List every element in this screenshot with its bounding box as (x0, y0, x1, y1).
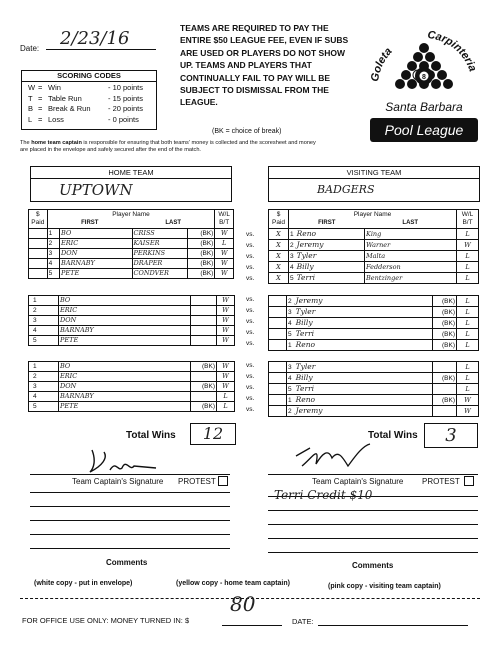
scoring-code: L (28, 114, 33, 124)
table-row (29, 239, 234, 249)
vs-label: vs. (246, 329, 255, 336)
svg-text:Goleta (369, 45, 395, 82)
visit-comment-line (268, 538, 478, 539)
table-row (269, 251, 479, 262)
round2-home-table (28, 295, 235, 346)
visiting-team-box (268, 166, 480, 202)
player-last: King (365, 229, 457, 240)
player-name: BO (59, 362, 191, 372)
wl-header: W/L B/T (457, 210, 479, 229)
player-name-header: Player Name (47, 210, 215, 220)
home-total-wins-value: 12 (190, 423, 236, 445)
scoring-eq: = (38, 93, 43, 103)
table-row (269, 240, 479, 251)
home-team-name: UPTOWN (59, 181, 133, 199)
player-name: Reno (295, 395, 316, 404)
paid-cell (29, 259, 48, 269)
scoring-points: - 20 points (108, 104, 144, 113)
vs-label: vs. (246, 395, 255, 402)
result-cell: W (217, 326, 235, 336)
seat-number: 3 (29, 316, 59, 326)
break-marker: (BK) (433, 296, 457, 307)
paid-cell (269, 373, 287, 384)
visit-protest-label: PROTEST (422, 477, 460, 486)
break-marker: (BK) (433, 373, 457, 384)
result-cell: L (457, 262, 479, 273)
scoring-code: W (28, 83, 36, 92)
result-cell: W (215, 229, 234, 239)
last-header: LAST (365, 219, 457, 229)
date-value: 2/23/16 (46, 28, 156, 50)
player-last: DRAPER (132, 259, 188, 269)
home-signature-label: Team Captain's Signature (72, 477, 164, 486)
result-cell: W (215, 259, 234, 269)
round3-home-table (28, 361, 235, 412)
scoring-code-row (28, 115, 150, 126)
result-cell: L (457, 251, 479, 262)
seat-number: 3 (290, 253, 294, 260)
scoring-code: T (28, 93, 33, 103)
visit-captain-signature (292, 436, 382, 476)
visit-comment-line (268, 552, 478, 553)
paid-cell (269, 329, 287, 340)
break-marker (191, 296, 217, 306)
result-cell: L (457, 329, 479, 340)
break-marker (191, 316, 217, 326)
table-row (269, 406, 479, 417)
paid-cell (269, 296, 287, 307)
seat-number: 5 (290, 275, 294, 282)
table-row (269, 395, 479, 406)
seat-number: 1 (29, 296, 59, 306)
break-marker: (BK) (188, 229, 215, 239)
table-row (269, 329, 479, 340)
seat-number: 1 (288, 342, 292, 349)
white-copy-note: (white copy - put in envelope) (34, 580, 133, 587)
scoring-code-row (28, 104, 150, 115)
vs-label: vs. (246, 242, 255, 249)
vs-label: vs. (246, 231, 255, 238)
player-last: Bentzinger (365, 273, 457, 284)
player-name-cell (287, 296, 433, 307)
scoring-codes-title: SCORING CODES (22, 71, 156, 82)
round2-visit-table (268, 295, 479, 351)
bk-note: (BK = choice of break) (212, 128, 282, 135)
player-name: Reno (295, 340, 316, 349)
visit-comments-label: Comments (352, 561, 394, 570)
result-cell: W (217, 316, 235, 326)
vs-label: vs. (246, 384, 255, 391)
player-name-cell (287, 329, 433, 340)
home-protest-checkbox[interactable] (218, 476, 228, 486)
round1-visit-table (268, 209, 479, 284)
logo-arc-left: Goleta (369, 45, 395, 83)
player-last: Warner (365, 240, 457, 251)
seat-number: 1 (288, 397, 292, 404)
scoring-name: Break & Run (48, 104, 91, 113)
player-last: CONDVER (132, 269, 188, 279)
seat-number: 4 (288, 320, 292, 327)
visit-comment-line (268, 524, 478, 525)
break-marker (433, 384, 457, 395)
seat-number: 2 (288, 408, 292, 415)
player-first: Jeremy (296, 240, 324, 249)
vs-label: vs. (246, 406, 255, 413)
seat-number: 2 (288, 298, 292, 305)
scoring-codes-list (22, 82, 156, 126)
player-name: Billy (295, 373, 313, 382)
home-captain-signature (86, 446, 166, 476)
table-row (269, 296, 479, 307)
break-marker (191, 326, 217, 336)
league-fee-notice: TEAMS ARE REQUIRED TO PAY THE ENTIRE $50 LEAGUE FEE, EVEN IF SUBS ARE USED OR PLAYERS DO NOT SHOW UP. TEAMS AND PLAYERS THAT CONTINUALLY FAIL TO PAY WILL BE SUBJECT TO DISMISSAL FROM THE LEAGUE. (180, 23, 349, 108)
player-first-cell (289, 229, 365, 240)
visiting-team-name: BADGERS (317, 183, 375, 196)
player-first-cell (289, 240, 365, 251)
paid-mark: X (269, 273, 289, 284)
league-logo (364, 18, 484, 148)
result-cell: L (457, 318, 479, 329)
player-name: PETE (59, 402, 191, 412)
break-marker (191, 336, 217, 346)
home-team-box (30, 166, 232, 202)
player-first: PETE (60, 269, 132, 279)
table-row (29, 316, 235, 326)
table-row (29, 249, 234, 259)
scoring-codes-box (21, 70, 157, 130)
player-first: BARNABY (60, 259, 132, 269)
round3-visit-table (268, 361, 479, 417)
paid-cell (269, 395, 287, 406)
home-comment-line (30, 534, 230, 535)
table-row (29, 306, 235, 316)
result-cell: L (457, 384, 479, 395)
player-name: Billy (295, 318, 313, 327)
result-cell: L (217, 392, 235, 402)
player-name-cell (287, 340, 433, 351)
home-comments-label: Comments (106, 558, 148, 567)
player-name: DON (59, 316, 191, 326)
table-row (269, 362, 479, 373)
vs-label: vs. (246, 275, 255, 282)
break-marker (433, 362, 457, 373)
scoring-points: - 15 points (108, 93, 144, 103)
player-name: BARNABY (59, 392, 191, 402)
break-marker: (BK) (433, 307, 457, 318)
visit-comment-line (268, 510, 478, 511)
paid-cell (269, 384, 287, 395)
wl-header: W/L B/T (215, 210, 234, 229)
table-row (29, 269, 234, 279)
seat-number: 3 (288, 309, 292, 316)
seat-number: 3 (29, 382, 59, 392)
table-row (29, 336, 235, 346)
scoring-code: B (28, 104, 34, 113)
player-name: BO (59, 296, 191, 306)
visit-comment-note: Terri Credit $10 (274, 488, 373, 502)
visiting-team-label: VISITING TEAM (269, 167, 479, 179)
result-cell: L (215, 239, 234, 249)
seat-number: 1 (290, 231, 294, 238)
scoring-eq: = (38, 104, 43, 113)
seat-number: 1 (47, 229, 59, 239)
office-date-line (318, 625, 468, 626)
break-marker: (BK) (191, 382, 217, 392)
vs-label: vs. (246, 362, 255, 369)
break-marker (191, 306, 217, 316)
paid-cell (29, 239, 48, 249)
eight-ball-number: 8 (422, 74, 426, 81)
table-row (29, 362, 235, 372)
result-cell: L (457, 340, 479, 351)
break-marker: (BK) (433, 340, 457, 351)
paid-cell (269, 406, 287, 417)
scoring-code-row (28, 94, 150, 105)
office-use-label: FOR OFFICE USE ONLY: MONEY TURNED IN: $ (22, 616, 190, 625)
scoring-eq: = (38, 114, 43, 124)
table-row (29, 259, 234, 269)
break-marker (191, 392, 217, 402)
seat-number: 5 (29, 336, 59, 346)
result-cell: L (457, 373, 479, 384)
player-first: Terri (296, 273, 316, 282)
table-row (29, 382, 235, 392)
player-first-cell (289, 273, 365, 284)
paid-cell (29, 269, 48, 279)
home-total-wins-label: Total Wins (126, 430, 176, 441)
table-row (29, 296, 235, 306)
logo-arc-right: Carpinteria (426, 29, 479, 74)
seat-number: 2 (47, 239, 59, 249)
table-row (269, 340, 479, 351)
paid-mark: X (269, 262, 289, 273)
seat-number: 4 (47, 259, 59, 269)
break-marker: (BK) (188, 269, 215, 279)
result-cell: W (457, 406, 479, 417)
home-protest-label: PROTEST (178, 477, 216, 486)
first-header: FIRST (47, 219, 132, 229)
home-comment-line (30, 506, 230, 507)
seat-number: 4 (29, 392, 59, 402)
vs-label: vs. (246, 253, 255, 260)
result-cell: W (217, 306, 235, 316)
player-name: ERIC (59, 306, 191, 316)
result-cell: L (457, 229, 479, 240)
logo-city: Santa Barbara (385, 100, 463, 114)
result-cell: W (217, 296, 235, 306)
paid-mark: X (269, 240, 289, 251)
player-name: BARNABY (59, 326, 191, 336)
round1-home-table (28, 209, 234, 279)
office-date-label: DATE: (292, 617, 314, 626)
break-marker: (BK) (433, 329, 457, 340)
table-row (269, 273, 479, 284)
table-row (29, 326, 235, 336)
seat-number: 3 (288, 364, 292, 371)
player-first-cell (289, 262, 365, 273)
table-row (29, 229, 234, 239)
player-first: DON (60, 249, 132, 259)
table-row (269, 318, 479, 329)
player-first: Tyler (296, 251, 317, 260)
scoring-points: - 10 points (108, 83, 144, 92)
result-cell: W (217, 362, 235, 372)
player-name-cell (287, 307, 433, 318)
paid-cell (29, 249, 48, 259)
player-name: Jeremy (295, 406, 323, 415)
table-row (269, 262, 479, 273)
result-cell: L (457, 362, 479, 373)
player-first: Reno (296, 229, 317, 238)
last-header: LAST (132, 219, 215, 229)
player-first: ERIC (60, 239, 132, 249)
visit-signature-label: Team Captain's Signature (312, 477, 404, 486)
seat-number: 4 (288, 375, 292, 382)
player-name: Tyler (295, 362, 316, 371)
visit-protest-checkbox[interactable] (464, 476, 474, 486)
result-cell: L (457, 307, 479, 318)
player-name: PETE (59, 336, 191, 346)
result-cell: W (215, 269, 234, 279)
vs-label: vs. (246, 307, 255, 314)
vs-label: vs. (246, 264, 255, 271)
player-first: BO (60, 229, 132, 239)
break-marker: (BK) (188, 259, 215, 269)
player-first-cell (289, 251, 365, 262)
seat-number: 5 (29, 402, 59, 412)
vs-label: vs. (246, 318, 255, 325)
player-last: CRISS (132, 229, 188, 239)
player-name-cell (287, 406, 433, 417)
result-cell: L (217, 402, 235, 412)
result-cell: L (457, 296, 479, 307)
paid-cell (269, 307, 287, 318)
visit-total-wins-value: 3 (424, 423, 478, 448)
visit-total-wins-label: Total Wins (368, 430, 418, 441)
scoring-eq: = (38, 83, 43, 92)
player-name: Tyler (295, 307, 316, 316)
vs-label: vs. (246, 373, 255, 380)
seat-number: 5 (288, 386, 292, 393)
player-name: Jeremy (295, 296, 323, 305)
seat-number: 5 (288, 331, 292, 338)
paid-cell (269, 340, 287, 351)
scoring-name: Table Run (48, 93, 82, 103)
player-name-cell (287, 362, 433, 373)
seat-number: 1 (29, 362, 59, 372)
home-comment-line (30, 520, 230, 521)
first-header: FIRST (289, 219, 365, 229)
break-marker: (BK) (188, 249, 215, 259)
paid-cell (269, 362, 287, 373)
player-name-cell (287, 373, 433, 384)
home-comment-line (30, 492, 230, 493)
player-last: KAISER (132, 239, 188, 249)
result-cell: L (457, 273, 479, 284)
pink-copy-note: (pink copy - visiting team captain) (328, 583, 441, 590)
player-last: Malta (365, 251, 457, 262)
vs-label: vs. (246, 340, 255, 347)
player-last: Fedderson (365, 262, 457, 273)
paid-cell (29, 229, 48, 239)
paid-header: $ Paid (29, 210, 48, 229)
player-name: Terri (295, 329, 315, 338)
table-row (29, 392, 235, 402)
seat-number: 5 (47, 269, 59, 279)
player-last: PERKINS (132, 249, 188, 259)
scoring-name: Win (48, 83, 61, 92)
result-cell: W (457, 240, 479, 251)
scoring-points: - 0 points (108, 114, 139, 124)
seat-number: 2 (29, 372, 59, 382)
scoring-name: Loss (48, 114, 64, 124)
table-row (29, 372, 235, 382)
player-first: Billy (296, 262, 314, 271)
seat-number: 2 (290, 242, 294, 249)
rack-of-balls-icon (395, 43, 453, 89)
home-comment-line (30, 548, 230, 549)
seat-number: 3 (47, 249, 59, 259)
vs-label: vs. (246, 296, 255, 303)
result-cell: W (217, 336, 235, 346)
seat-number: 4 (29, 326, 59, 336)
table-row (269, 307, 479, 318)
player-name-cell (287, 395, 433, 406)
paid-mark: X (269, 251, 289, 262)
yellow-copy-note: (yellow copy - home team captain) (176, 580, 290, 587)
table-row (269, 384, 479, 395)
break-marker (433, 406, 457, 417)
player-name: DON (59, 382, 191, 392)
paid-cell (269, 318, 287, 329)
date-label: Date: (20, 44, 40, 53)
break-marker (191, 372, 217, 382)
responsibility-text: The home team captain is responsible for ensuring that both teams' money is collected and the scoresheet and money are placed in the envelope and safely secured after the end of the match. (20, 140, 316, 153)
logo-league-name: Pool League (384, 122, 464, 138)
player-name-cell (287, 384, 433, 395)
paid-header: $ Paid (269, 210, 289, 229)
seat-number: 2 (29, 306, 59, 316)
break-marker: (BK) (191, 402, 217, 412)
player-name: Terri (295, 384, 315, 393)
table-row (29, 402, 235, 412)
money-line (222, 625, 282, 626)
break-marker: (BK) (191, 362, 217, 372)
result-cell: W (215, 249, 234, 259)
player-name: ERIC (59, 372, 191, 382)
scoring-code-row (28, 83, 150, 94)
table-row (269, 373, 479, 384)
result-cell: W (457, 395, 479, 406)
paid-mark: X (269, 229, 289, 240)
break-marker: (BK) (433, 395, 457, 406)
seat-number: 4 (290, 264, 294, 271)
player-name-header: Player Name (289, 210, 457, 220)
money-turned-in-value: 80 (230, 592, 256, 616)
result-cell: W (217, 372, 235, 382)
table-row (269, 229, 479, 240)
break-marker: (BK) (188, 239, 215, 249)
result-cell: W (217, 382, 235, 392)
player-name-cell (287, 318, 433, 329)
break-marker: (BK) (433, 318, 457, 329)
home-team-label: HOME TEAM (31, 167, 231, 179)
